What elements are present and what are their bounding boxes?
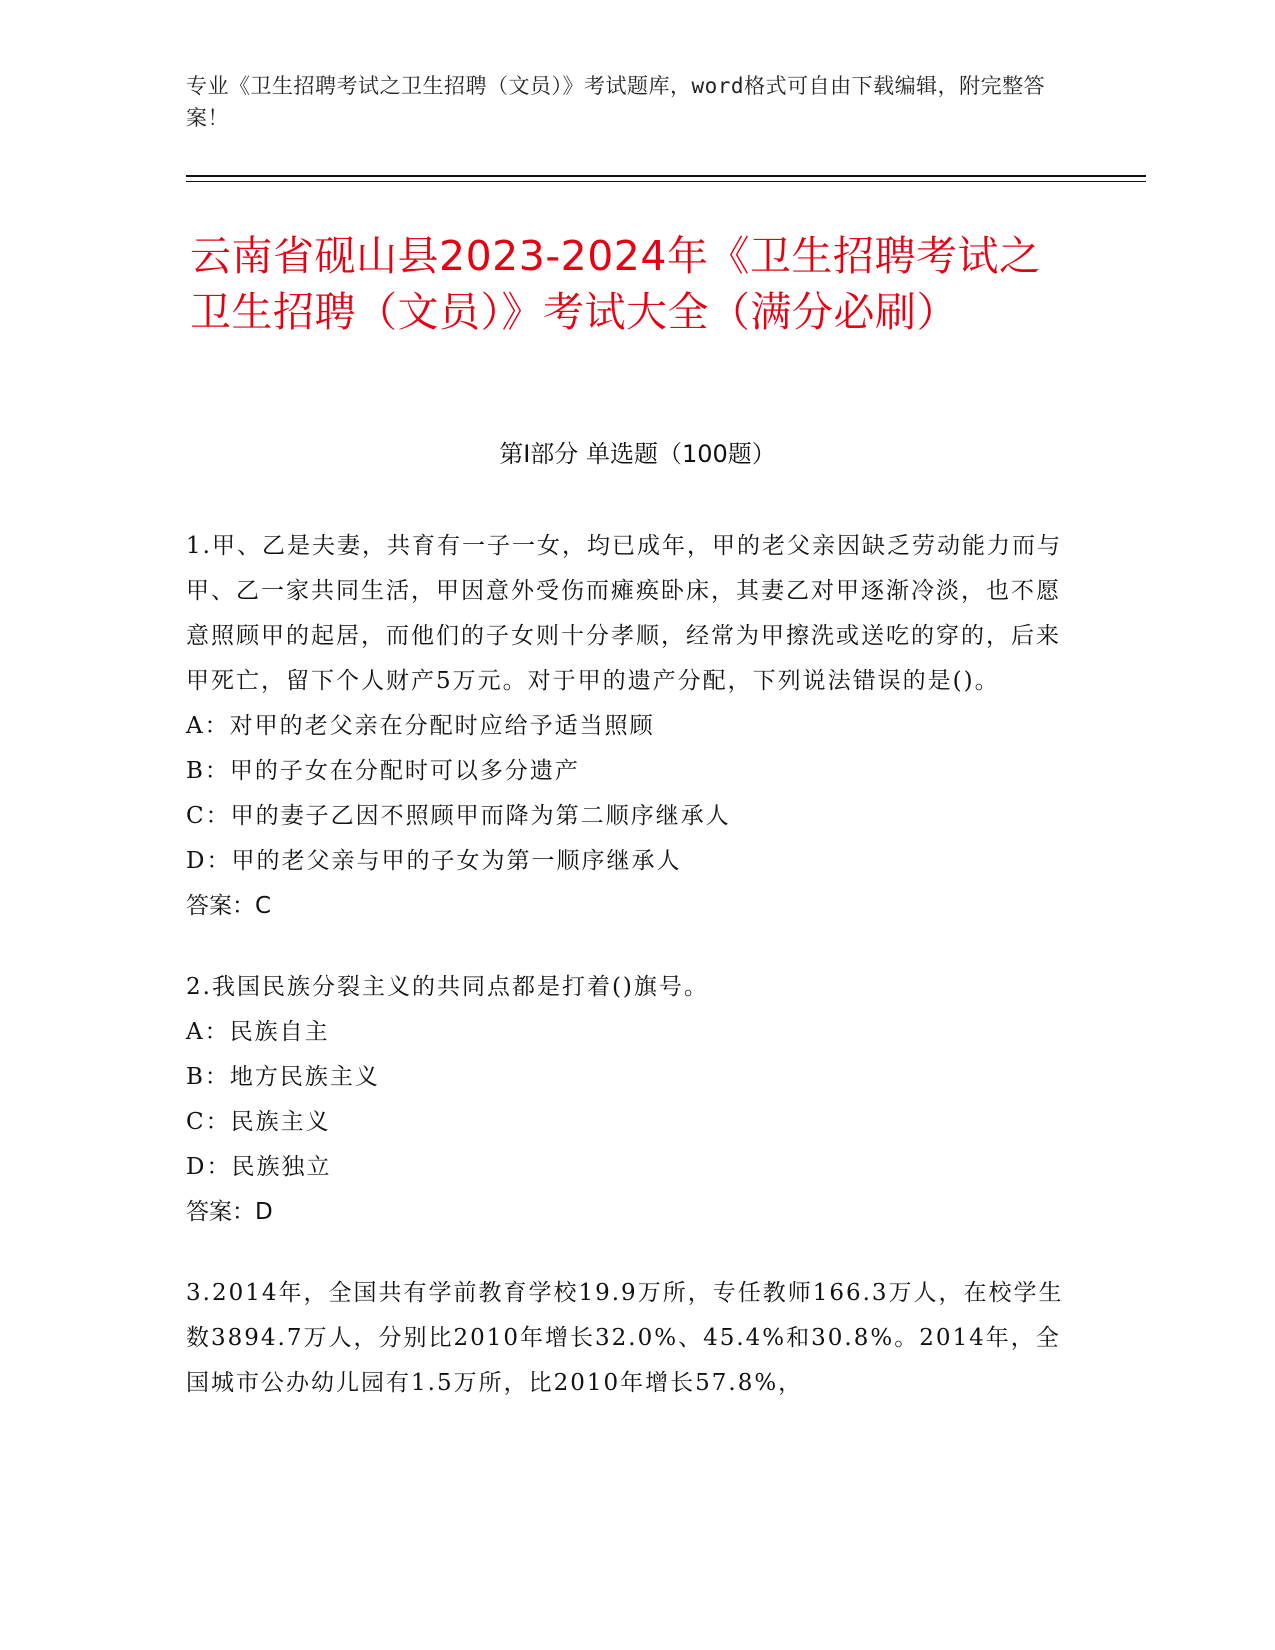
section-heading: 第I部分 单选题（100题） [499,440,776,468]
answer-label: 答案：D [186,1199,273,1225]
option-d: D：甲的老父亲与甲的子女为第一顺序继承人 [186,848,682,874]
option-a: A：对甲的老父亲在分配时应给予适当照顾 [186,713,655,739]
document-title: 云南省砚山县2023-2024年《卫生招聘考试之卫生招聘（文员）》考试大全（满分必刷） [190,232,1041,336]
question-stem: 3.2014年，全国共有学前教育学校19.9万所，专任教师166.3万人，在校学生数3894.7万人，分别比2010年增长32.0%、45.4%和30.8%。2014年，全国城市公办幼儿园有1.5万所，比2010年增长57.8%， [186,1280,1064,1396]
question-list [186,524,1066,1442]
question-2 [186,965,1066,1235]
question-stem: 1.甲、乙是夫妻，共育有一子一女，均已成年，甲的老父亲因缺乏劳动能力而与甲、乙一家共同生活，甲因意外受伤而瘫痪卧床，其妻乙对甲逐渐冷淡，也不愿意照顾甲的起居，而他们的子女则十分孝顺，经常为甲擦洗或送吃的穿的，后来甲死亡，留下个人财产5万元。对于甲的遗产分配，下列说法错误的是()。 [186,533,1062,694]
option-b: B：甲的子女在分配时可以多分遗产 [186,758,580,784]
option-c: C：民族主义 [186,1109,331,1135]
question-3 [186,1271,1066,1406]
header-note: 专业《卫生招聘考试之卫生招聘（文员）》考试题库，word格式可自由下载编辑，附完整答案！ [186,74,1046,130]
header-rule-thin [186,181,1146,182]
question-stem: 2.我国民族分裂主义的共同点都是打着()旗号。 [186,974,709,1000]
option-b: B：地方民族主义 [186,1064,380,1090]
question-1 [186,524,1066,929]
header-rule-thick [186,175,1146,177]
option-a: A：民族自主 [186,1019,330,1045]
answer-label: 答案：C [186,893,272,919]
option-d: D：民族独立 [186,1154,332,1180]
option-c: C：甲的妻子乙因不照顾甲而降为第二顺序继承人 [186,803,731,829]
